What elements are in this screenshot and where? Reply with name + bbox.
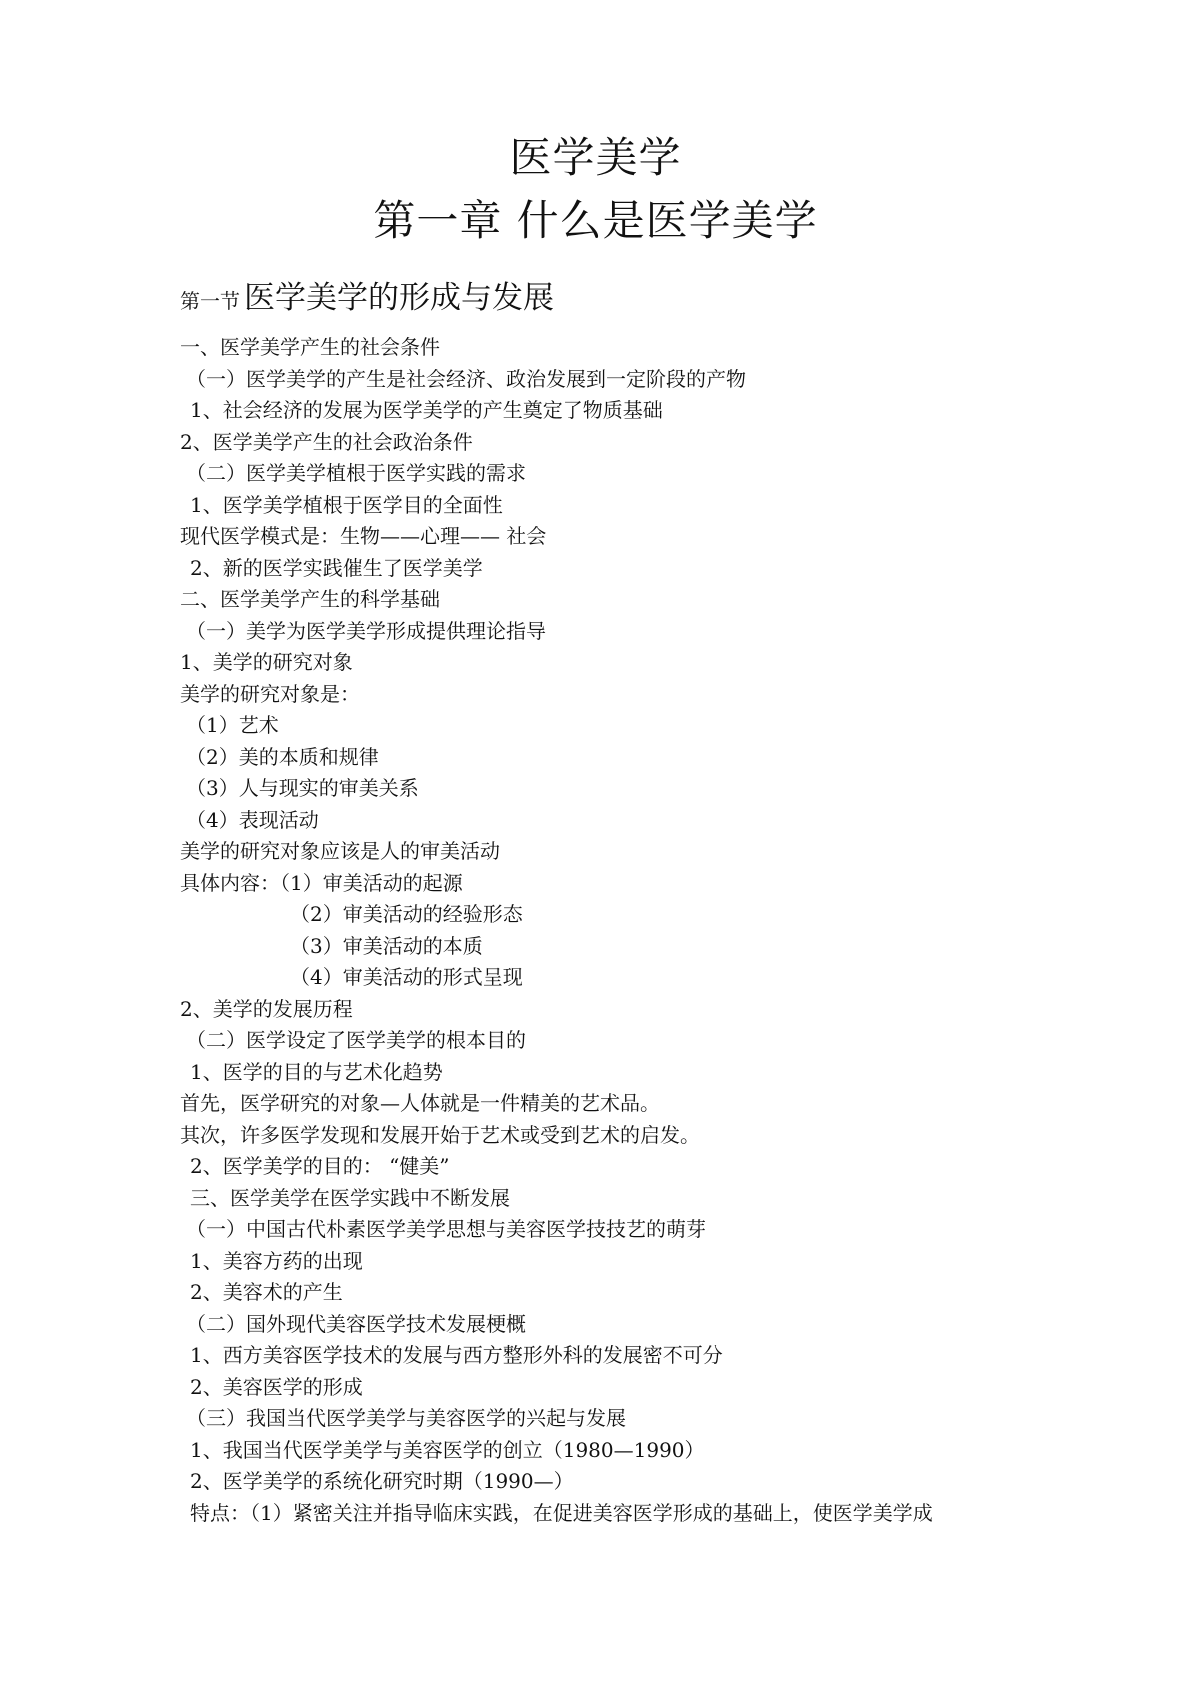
- list-item: 2、美容术的产生: [190, 1280, 343, 1304]
- body-text: [180, 332, 1080, 1529]
- list-item: 1、西方美容医学技术的发展与西方整形外科的发展密不可分: [190, 1343, 723, 1367]
- list-item: 2、医学美学的系统化研究时期（1990—）: [190, 1469, 574, 1493]
- heading-level-1: 二、医学美学产生的科学基础: [180, 587, 440, 611]
- paragraph: 现代医学模式是：生物——心理—— 社会: [180, 524, 547, 548]
- heading-level-2: （一）医学美学的产生是社会经济、政治发展到一定阶段的产物: [186, 366, 746, 391]
- heading-level-2: （一）美学为医学美学形成提供理论指导: [186, 618, 546, 643]
- list-item: 2、美学的发展历程: [180, 996, 353, 1021]
- paragraph: 首先，医学研究的对象—人体就是一件精美的艺术品。: [180, 1091, 660, 1115]
- paragraph: 美学的研究对象是：: [180, 681, 360, 706]
- list-item: 2、医学美学的目的： “健美”: [190, 1154, 450, 1178]
- heading-level-2: （三）我国当代医学美学与美容医学的兴起与发展: [186, 1406, 626, 1430]
- document-title: 医学美学: [509, 133, 682, 182]
- list-item: 2、美容医学的形成: [190, 1374, 363, 1399]
- list-item: 2、医学美学产生的社会政治条件: [180, 429, 473, 454]
- heading-level-2: （一）中国古代朴素医学美学思想与美容医学技技艺的萌芽: [186, 1217, 706, 1241]
- heading-level-2: （二）国外现代美容医学技术发展梗概: [186, 1311, 526, 1336]
- list-item: 2、新的医学实践催生了医学美学: [190, 555, 483, 580]
- section-label: 第一节: [180, 289, 240, 313]
- paragraph: 其次，许多医学发现和发展开始于艺术或受到艺术的启发。: [180, 1122, 700, 1147]
- list-item: （3）人与现实的审美关系: [186, 776, 419, 800]
- heading-level-2: （二）医学设定了医学美学的根本目的: [186, 1028, 526, 1052]
- list-item: （4）审美活动的形式呈现: [290, 965, 523, 989]
- list-item: （1）艺术: [186, 713, 279, 737]
- paragraph: 具体内容：（1）审美活动的起源: [180, 870, 463, 895]
- heading-level-1: 三、医学美学在医学实践中不断发展: [190, 1185, 510, 1210]
- heading-level-1: 一、医学美学产生的社会条件: [180, 335, 440, 359]
- list-item: 1、美容方药的出现: [190, 1248, 363, 1273]
- list-item: （2）审美活动的经验形态: [290, 902, 523, 926]
- list-item: 1、医学美学植根于医学目的全面性: [190, 492, 503, 517]
- list-item: （4）表现活动: [186, 807, 319, 832]
- list-item: 1、医学的目的与艺术化趋势: [190, 1059, 443, 1084]
- paragraph: 美学的研究对象应该是人的审美活动: [180, 839, 500, 863]
- list-item: （3）审美活动的本质: [290, 933, 483, 958]
- section-title: 医学美学的形成与发展: [244, 280, 554, 316]
- section-heading: [180, 272, 554, 317]
- list-item: （2）美的本质和规律: [186, 744, 379, 769]
- list-item: 1、我国当代医学美学与美容医学的创立（1980—1990）: [190, 1437, 705, 1462]
- paragraph: 特点：（1）紧密关注并指导临床实践，在促进美容医学形成的基础上，使医学美学成: [190, 1500, 933, 1525]
- heading-level-2: （二）医学美学植根于医学实践的需求: [186, 461, 526, 485]
- list-item: 1、美学的研究对象: [180, 650, 353, 674]
- chapter-title: 第一章 什么是医学美学: [373, 196, 818, 245]
- list-item: 1、社会经济的发展为医学美学的产生奠定了物质基础: [190, 398, 663, 422]
